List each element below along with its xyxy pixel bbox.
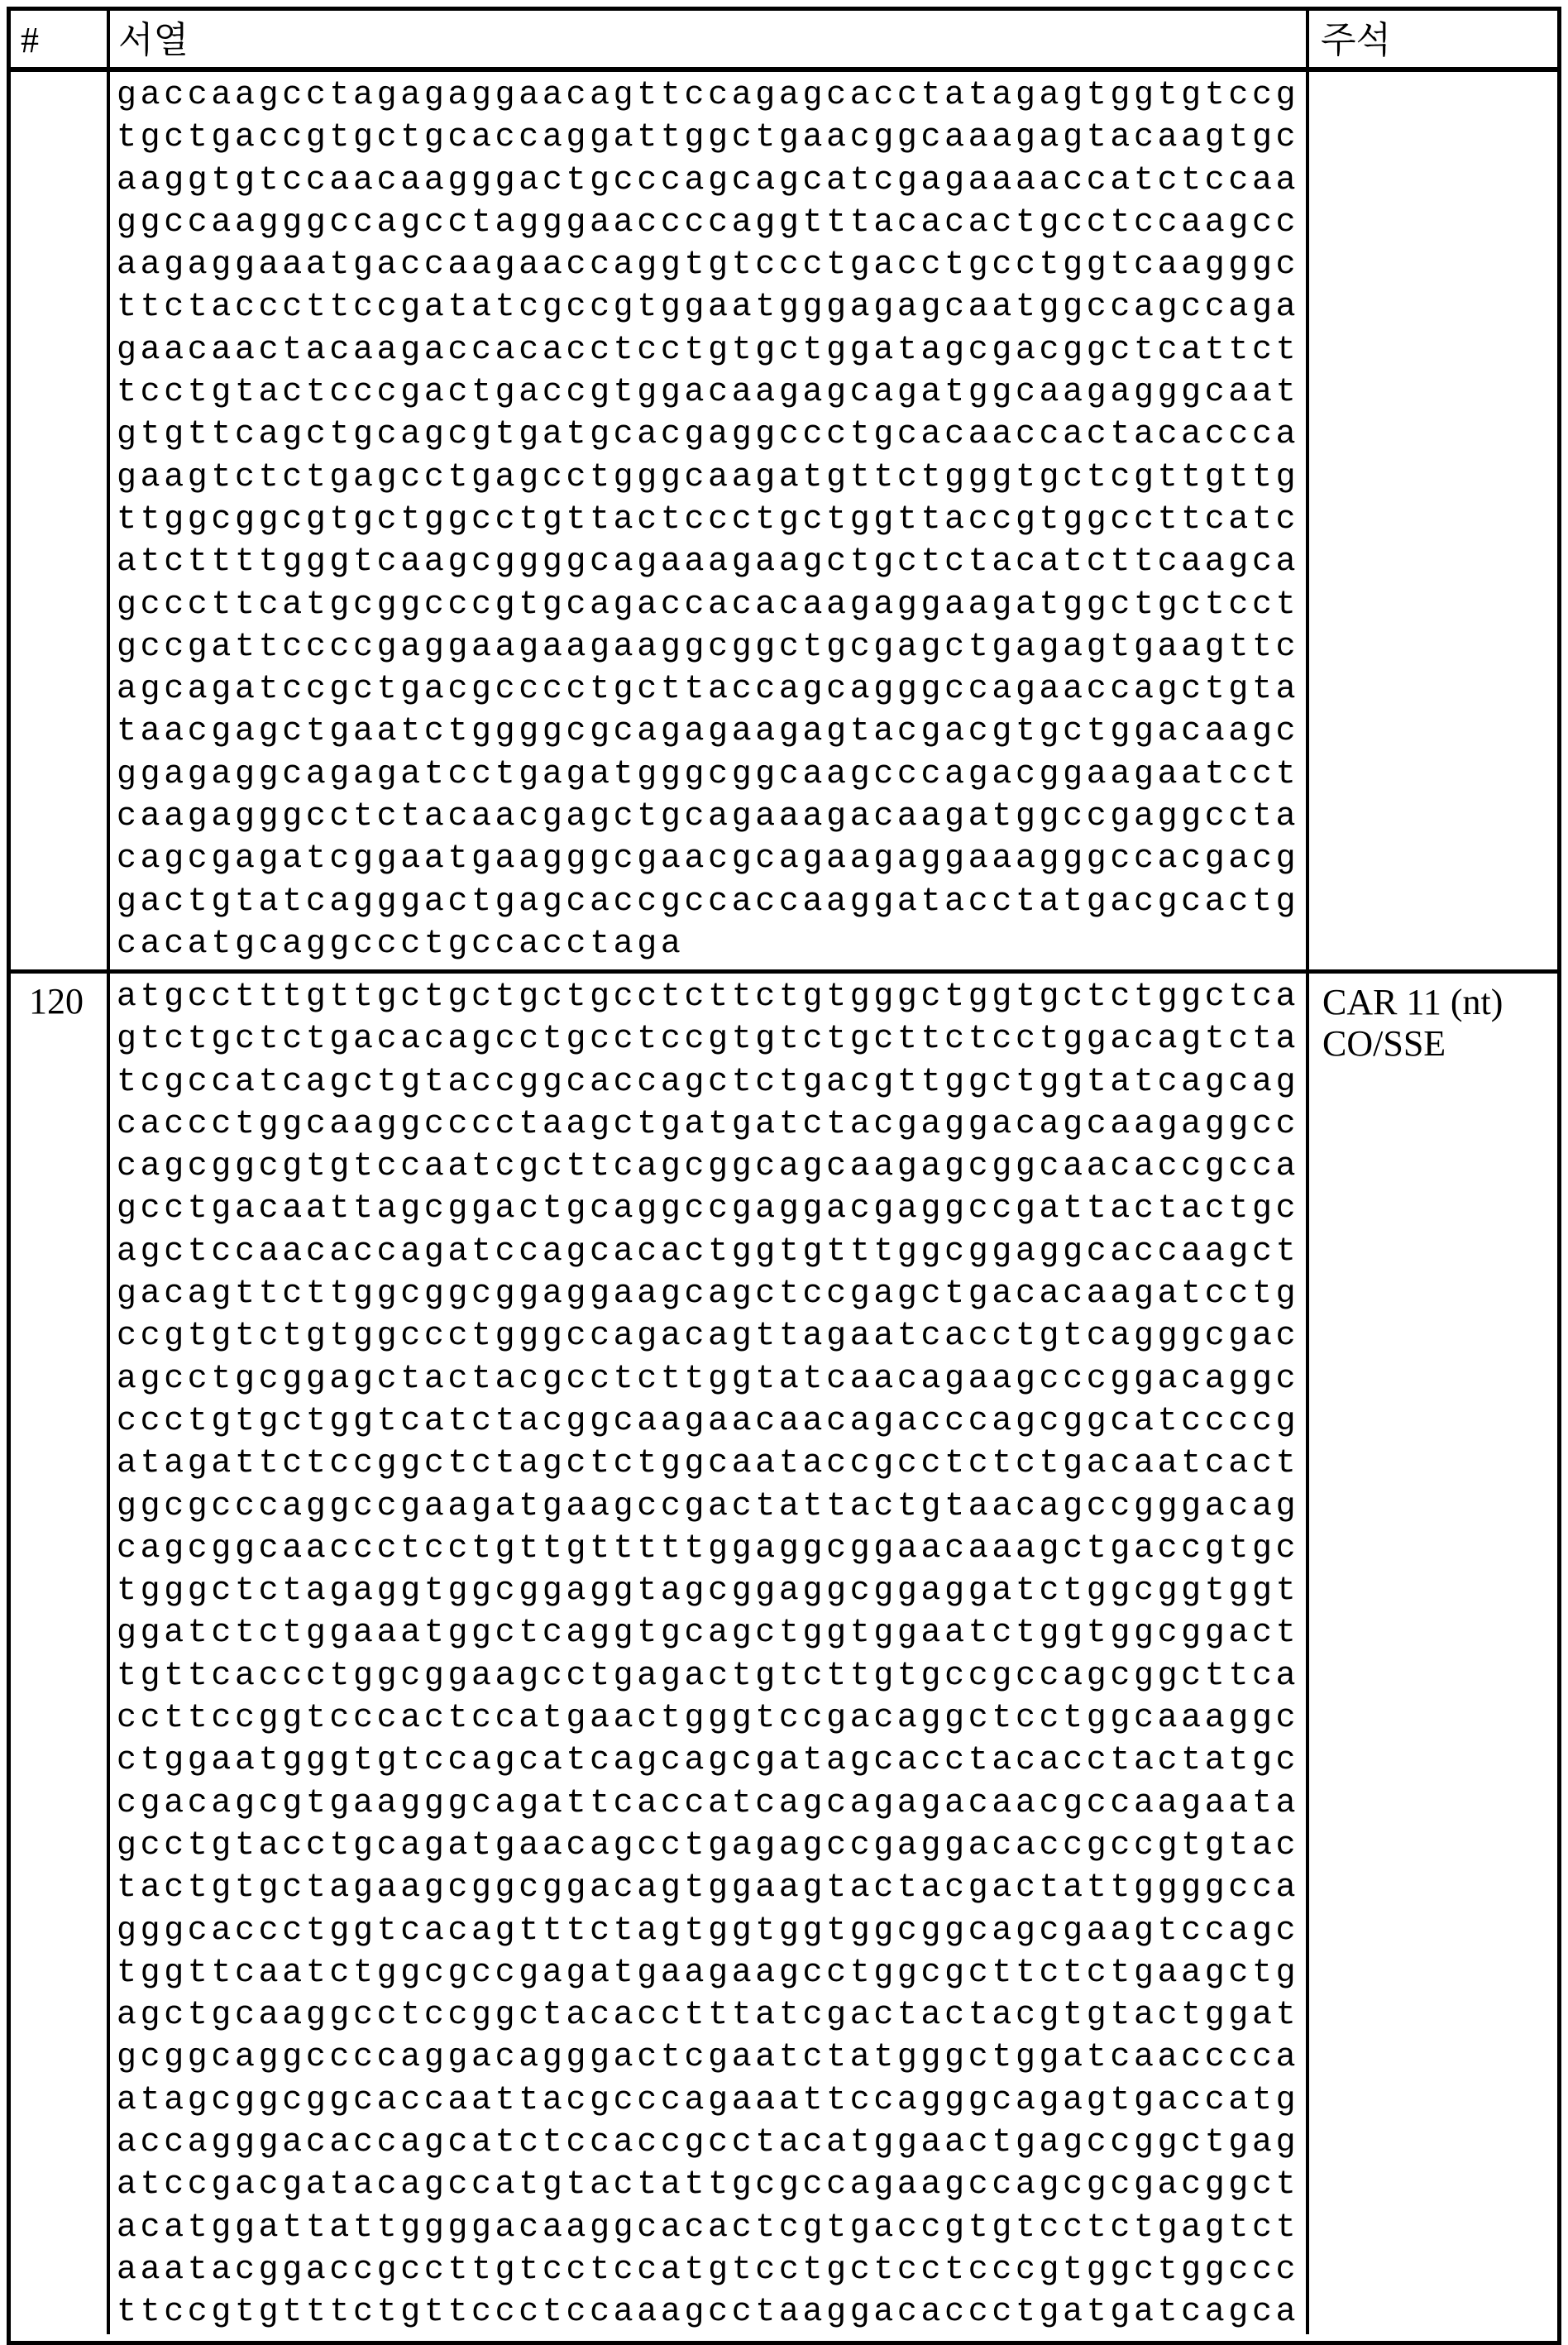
sequence-line: gggcaccctggtcacagtttctagtggtggtggcggcagcgaagtccagc: [117, 1912, 1300, 1950]
sequence-line: gaacaactacaagaccacacctcctgtgctggatagcgacggctcattct: [117, 331, 1300, 369]
sequence-line: atagcggcggcaccaattacgcccagaaattccagggcagagtgaccatg: [117, 2081, 1300, 2119]
sequence-line: ctggaatgggtgtccagcatcagcagcgatagcacctacacctactatgc: [117, 1742, 1300, 1780]
row-number-cell: 120: [11, 974, 110, 2334]
row-number-cell: [11, 72, 110, 969]
sequence-line: ccttccggtcccactccatgaactgggtccgacaggctcctggcaaaggc: [117, 1700, 1300, 1738]
sequence-line: cgacagcgtgaagggcagattcaccatcagcagagacaacgccaagaata: [117, 1784, 1300, 1822]
sequence-cell: [110, 72, 1309, 969]
sequence-line: taacgagctgaatctggggcgcagagaagagtacgacgtgctggacaagc: [117, 713, 1300, 751]
header-number-column: #: [11, 11, 110, 67]
sequence-line: atcttttgggtcaagcggggcagaaagaagctgctctacatcttcaagca: [117, 543, 1300, 581]
sequence-line: gcccttcatgcggcccgtgcagaccacacaagaggaagatggctgctcct: [117, 586, 1300, 624]
sequence-listing-table: [7, 7, 1561, 2345]
annotation-cell: [1309, 974, 1557, 2334]
sequence-line: agctccaacaccagatccagcacactggtgtttggcggaggcaccaagct: [117, 1232, 1300, 1271]
sequence-line: gactgtatcagggactgagcaccgccaccaaggatacctatgacgcactg: [117, 883, 1300, 921]
sequence-line: cagcggcgtgtccaatcgcttcagcggcagcaagagcggcaacaccgcca: [117, 1148, 1300, 1186]
sequence-line: ggccaagggccagcctagggaaccccaggtttacacactgcctccaagcc: [117, 203, 1300, 242]
sequence-line: ttctacccttccgatatcgccgtggaatgggagagcaatggccagccaga: [117, 289, 1300, 327]
annotation-cell: [1309, 72, 1557, 969]
sequence-line: ttccgtgtttctgttccctccaaagcctaaggacaccctgatgatcagca: [117, 2294, 1300, 2332]
sequence-line: gaccaagcctagagaggaacagttccagagcacctatagagtggtgtccg: [117, 77, 1300, 114]
annotation-line: CAR 11 (nt): [1322, 982, 1503, 1022]
table-body: [11, 72, 1557, 2334]
sequence-line: agcagatccgctgacgcccctgcttaccagcagggccagaaccagctgta: [117, 671, 1300, 709]
sequence-line: ggagaggcagagatcctgagatgggcggcaagcccagacggaagaatcct: [117, 755, 1300, 793]
sequence-line: tcgccatcagctgtaccggcaccagctctgacgttggctggtatcagcag: [117, 1063, 1300, 1101]
sequence-line: acatggattattggggacaaggcacactcgtgaccgtgtcctctgagtct: [117, 2209, 1300, 2247]
sequence-line: ggatctctggaaatggctcaggtgcagctggtggaatctggtggcggact: [117, 1615, 1300, 1653]
sequence-line: caccctggcaaggcccctaagctgatgatctacgaggacagcaagaggcc: [117, 1105, 1300, 1143]
annotation-line: CO/SSE: [1322, 1023, 1446, 1064]
sequence-line: cacatgcaggccctgccacctaga: [117, 925, 685, 963]
table-header-row: [11, 11, 1557, 72]
sequence-line: aaggtgtccaacaagggactgcccagcagcatcgagaaaaccatctccaa: [117, 161, 1300, 199]
sequence-line: accagggacaccagcatctccaccgcctacatggaactgagccggctgag: [117, 2124, 1300, 2162]
sequence-line: gcctgtacctgcagatgaacagcctgagagccgaggacaccgccgtgtac: [117, 1826, 1300, 1864]
sequence-line: ccgtgtctgtggccctgggccagacagttagaatcacctgtcagggcgac: [117, 1318, 1300, 1356]
sequence-line: tgttcaccctggcggaagcctgagactgtcttgtgccgccagcggcttca: [117, 1657, 1300, 1695]
sequence-line: tcctgtactcccgactgaccgtggacaagagcagatggcaagagggcaat: [117, 374, 1300, 412]
sequence-line: gacagttcttggcggcggaggaagcagctccgagctgacacaagatcctg: [117, 1275, 1300, 1314]
sequence-line: gtctgctctgacacagcctgcctccgtgtctgcttctcctggacagtcta: [117, 1021, 1300, 1059]
sequence-line: ccctgtgctggtcatctacggcaagaacaacagacccagcggcatccccg: [117, 1402, 1300, 1440]
sequence-line: tgctgaccgtgctgcaccaggattggctgaacggcaaagagtacaagtgc: [117, 119, 1300, 157]
sequence-line: gcggcaggccccaggacagggactcgaatctatgggctggatcaacccca: [117, 2039, 1300, 2077]
table-row: [11, 974, 1557, 2334]
sequence-line: aagaggaaatgaccaagaaccaggtgtccctgacctgcctggtcaagggc: [117, 246, 1300, 285]
sequence-line: atgcctttgttgctgctgctgcctcttctgtgggctggtgctctggctca: [117, 979, 1300, 1016]
sequence-line: agcctgcggagctactacgcctcttggtatcaacagaagcccggacaggc: [117, 1360, 1300, 1398]
sequence-line: atccgacgatacagccatgtactattgcgccagaagccagcgcgacggct: [117, 2166, 1300, 2204]
sequence-line: gcctgacaattagcggactgcaggccgaggacgaggccgattactactgc: [117, 1190, 1300, 1228]
sequence-line: gaagtctctgagcctgagcctgggcaagatgttctgggtgctcgttgttg: [117, 458, 1300, 496]
sequence-line: agctgcaaggcctccggctacacctttatcgactactacgtgtactggat: [117, 1997, 1300, 2035]
sequence-cell: [110, 974, 1309, 2334]
sequence-line: cagcgagatcggaatgaagggcgaacgcagaagaggaaagggccacgacg: [117, 840, 1300, 878]
sequence-line: gccgattccccgaggaagaagaaggcggctgcgagctgagagtgaagttc: [117, 628, 1300, 666]
table-row: [11, 72, 1557, 974]
sequence-line: gtgttcagctgcagcgtgatgcacgaggccctgcacaaccactacaccca: [117, 416, 1300, 454]
sequence-line: tactgtgctagaagcggcggacagtggaagtactacgactattggggcca: [117, 1869, 1300, 1907]
sequence-line: caagagggcctctacaacgagctgcagaaagacaagatggccgaggccta: [117, 798, 1300, 836]
header-annotation-column: 주석: [1321, 20, 1392, 60]
header-sequence-column: 서열: [110, 11, 1309, 67]
sequence-line: ggcgcccaggccgaagatgaagccgactattactgtaacagccgggacag: [117, 1487, 1300, 1525]
sequence-line: cagcggcaaccctcctgttgtttttggaggcggaacaaagctgaccgtgc: [117, 1529, 1300, 1567]
sequence-line: aaatacggaccgccttgtcctccatgtcctgctcctcccgtggctggccc: [117, 2251, 1300, 2289]
sequence-line: tggttcaatctggcgccgagatgaagaagcctggcgcttctctgaagctg: [117, 1954, 1300, 1992]
sequence-line: ttggcggcgtgctggcctgttactccctgctggttaccgtggccttcatc: [117, 500, 1300, 538]
sequence-line: tgggctctagaggtggcggaggtagcggaggcggaggatctggcggtggt: [117, 1572, 1300, 1610]
sequence-line: atagattctccggctctagctctggcaataccgcctctctgacaatcact: [117, 1445, 1300, 1483]
